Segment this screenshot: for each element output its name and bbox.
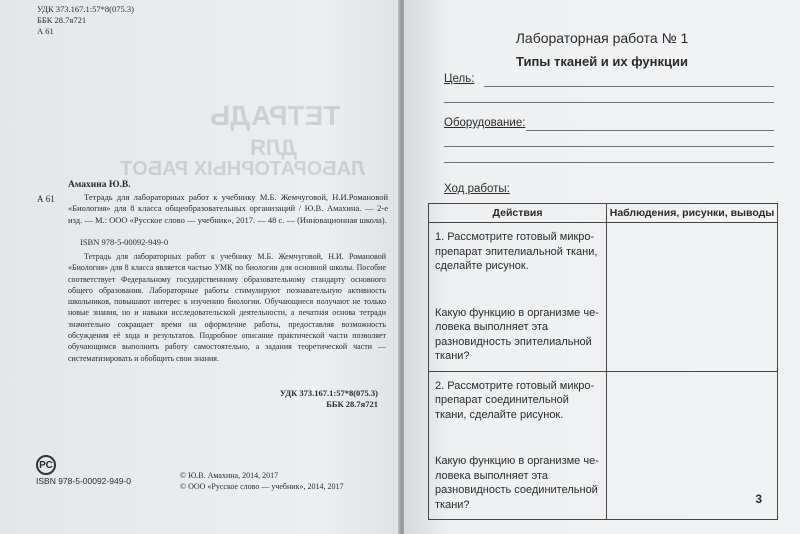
copyright-line: © ООО «Русское слово — учебник», 2014, 2017 <box>180 482 344 491</box>
show-through-text: ТЕТРАДЬ <box>210 100 341 131</box>
show-through-text: ДЛЯ <box>250 135 297 160</box>
answer-line[interactable] <box>526 130 774 131</box>
bibliographic-record <box>68 180 388 226</box>
udk-bottom <box>280 388 378 410</box>
catalog-code: А 61 <box>37 194 55 204</box>
copyright-line: © Ю.В. Амахина, 2014, 2017 <box>180 471 279 480</box>
table-header-row <box>429 204 778 223</box>
procedure-table <box>428 203 778 520</box>
answer-line[interactable] <box>444 162 774 163</box>
question-text: Какую функцию в организме человека выполняет эта разновидность соединительной ткани? <box>435 455 599 511</box>
goal-label: Цель: <box>444 73 475 85</box>
task-text: 2. Рассмотрите готовый микропрепарат соединительной ткани, сделайте рисунок. <box>435 379 595 421</box>
show-through-text: ЛАБОРАТОРНЫХ РАБОТ <box>120 158 366 180</box>
isbn-bottom: ISBN 978-5-00092-949-0 <box>36 476 131 486</box>
equipment-label: Оборудование: <box>444 117 526 129</box>
catalog-meta <box>37 4 134 37</box>
lab-subtitle: Типы тканей и их функции <box>516 54 688 69</box>
copyright <box>180 470 343 492</box>
bbk-code: ББК 28.7я721 <box>37 15 87 25</box>
page-number: 3 <box>755 492 762 506</box>
table-row <box>429 371 778 520</box>
question-text: Какую функцию в организме человека выполняет эта разновидность эпителиальной ткани? <box>435 306 599 362</box>
answer-line[interactable] <box>484 86 774 87</box>
isbn: ISBN 978-5-00092-949-0 <box>80 237 169 247</box>
publisher-logo-icon: РС <box>36 455 56 475</box>
right-page <box>404 0 800 534</box>
author-name: Амахина Ю.В. <box>68 180 131 190</box>
book-description: Тетрадь для лабораторных работ к учебнику М.Б. Жемчуговой, Н.И.Романовой «Биология» для 8 класса общеобразовательных организаций / Ю.В. Амахина. — 2-е изд. — М.: ООО «Русское слово — учебник», 2017. — 48 с. — (Инновационная школа). <box>68 191 388 225</box>
observation-cell[interactable] <box>607 223 778 372</box>
bbk-code: ББК 28.7я721 <box>326 399 378 409</box>
task-cell <box>429 371 607 520</box>
answer-line[interactable] <box>444 102 774 103</box>
column-header-observations: Наблюдения, рисунки, выводы <box>607 204 778 223</box>
udk-code: УДК 373.167.1:57*8(075.3) <box>279 388 378 398</box>
task-cell <box>429 223 607 372</box>
annotation: Тетрадь для лабораторных работ к учебнику М.Б. Жемчуговой, Н.И. Романовой «Биология» для 8 класса является частью УМК по биологии для основной школы. Пособие соответствует Федеральному государственному образовательному стандарту основного общего образования. Лабораторные работы стимулируют познавательную активность школьников, повышают интерес к изучению биологии. Обучающиеся получают не только новые знания, но и навыки исследовательской деятельности, а печатная основа тетради значительно сокращает время на оформление работы, предоставляя возможность обсуждения её хода и результатов. Подробное описание практической части позволяет обучающимся выполнить работу самостоятельно, а задания теоретической части — систематизировать и обобщить свои знания. <box>68 252 386 363</box>
author-mark: А 61 <box>37 26 54 36</box>
answer-line[interactable] <box>444 146 774 147</box>
udk-code: УДК 373.167.1:57*8(075.3) <box>37 4 134 14</box>
observation-cell[interactable] <box>607 371 778 520</box>
procedure-label: Ход работы: <box>444 183 510 195</box>
task-text: 1. Рассмотрите готовый микропрепарат эпителиальной ткани, сделайте рисунок. <box>435 231 598 272</box>
column-header-actions: Действия <box>429 204 607 223</box>
lab-title: Лабораторная работа № 1 <box>515 30 689 46</box>
table-row <box>429 223 778 372</box>
